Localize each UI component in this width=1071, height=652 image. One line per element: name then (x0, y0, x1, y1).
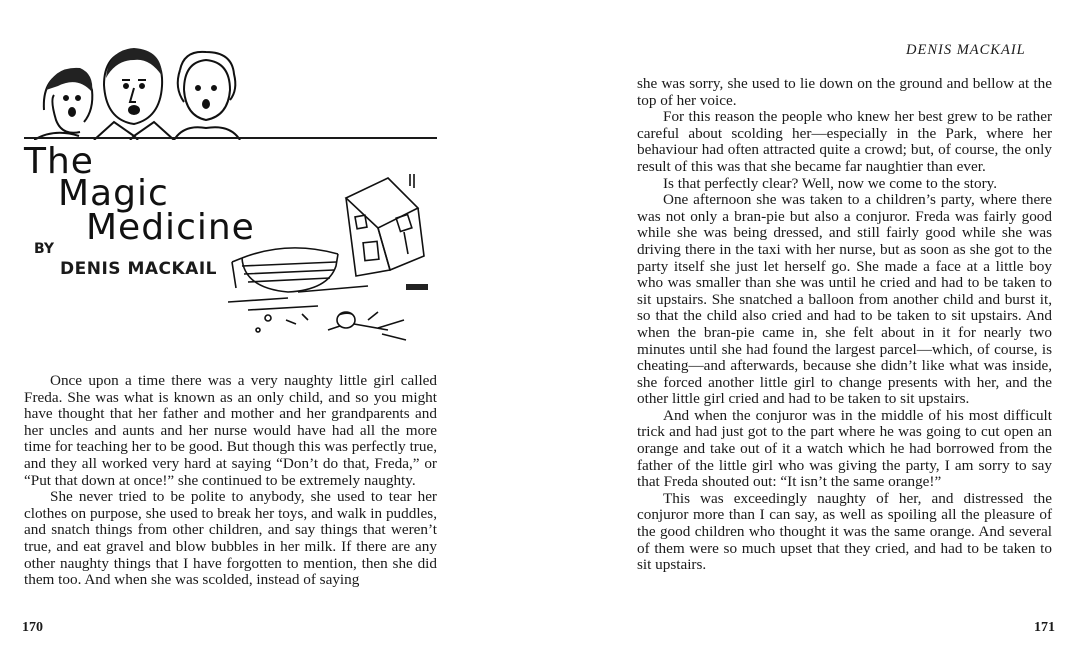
paragraph: One afternoon she was taken to a children’s party, where there was not only a bran-pie but also a conjuror. Freda was fairly good while she was being dressed, and still fairly good while she was driving there in the taxi with her nurse, but as soon as she got to the party itself she just let herself go. She made a face at a little boy who was smaller than she was until he cried and had to be taken to sit upstairs. She snatched a balloon from another child and burst it, so that the child also cried and had to be taken to sit upstairs. And when the bran-pie came in, she felt about in it for nearly two minutes until she had found the largest parcel—which, of course, is cheating—and afterwards, because she didn’t like what was inside, she forced another little girl to change presents with her, and the other little girl cried and had to be taken to sit upstairs. (637, 191, 1052, 408)
title-line-2: Magic (58, 173, 169, 214)
right-body-text (637, 76, 1052, 574)
page-number: 170 (22, 620, 43, 635)
author-name: DENIS MACKAIL (60, 259, 217, 279)
by-label: BY (34, 241, 55, 257)
toppled-house-illustration (228, 170, 438, 355)
paragraph: This was exceedingly naughty of her, and distressed the conjuror more than I can say, as well as spoiling all the pleasure of the good children who thought it was the same orange. And several of them were so much upset that they cried, and had to be taken to sit upstairs. (637, 489, 1052, 574)
paragraph: Is that perfectly clear? Well, now we come to the story. (663, 174, 998, 192)
paragraph: Once upon a time there was a very naughty little girl called Freda. She was what is known as an only child, and so you might have thought that her father and mother and her grandparents and her uncles and aunts and her nurse would have had all the more time for teaching her to be good. But though this was perfectly true, and they all worked very hard at saying “Don’t do that, Freda,” or “Put that down at once!” she continued to be extremely naughty. (24, 372, 437, 489)
paragraph: she was sorry, she used to lie down on the ground and bellow at the top of her voice. (637, 75, 1052, 109)
left-page (0, 0, 535, 652)
paragraph: She never tried to be polite to anybody, she used to tear her clothes on purpose, she used to break her toys, and walk in puddles, and snatch things from other children, and say things that weren’t true, and eat gravel and blow bubbles in her milk. If there are any other naughty things that I have forgotten to mention, then she did them too. And when she was scolded, instead of saying (24, 488, 437, 589)
three-faces-illustration (34, 40, 424, 140)
title-line-1: The (24, 141, 94, 182)
title-rule (24, 137, 437, 139)
right-page (536, 0, 1071, 652)
page-number: 171 (1034, 620, 1055, 635)
paragraph: For this reason the people who knew her best grew to be rather careful about scolding her—especially in the Park, where her behaviour had often attracted quite a crowd; but, of course, the only result of this was that she became far naughtier than ever. (637, 108, 1052, 175)
paragraph: And when the conjuror was in the middle of his most difficult trick and had just got to the part where he was going to cut open an orange and take out of it a watch which he had borrowed from the father of the little girl who was giving the party, I am sorry to say that Freda shouted out: “It isn’t the same orange!” (637, 406, 1052, 491)
left-body-text (24, 373, 437, 589)
running-head: DENIS MACKAIL (906, 42, 1026, 58)
title-line-3: Medicine (86, 207, 255, 248)
